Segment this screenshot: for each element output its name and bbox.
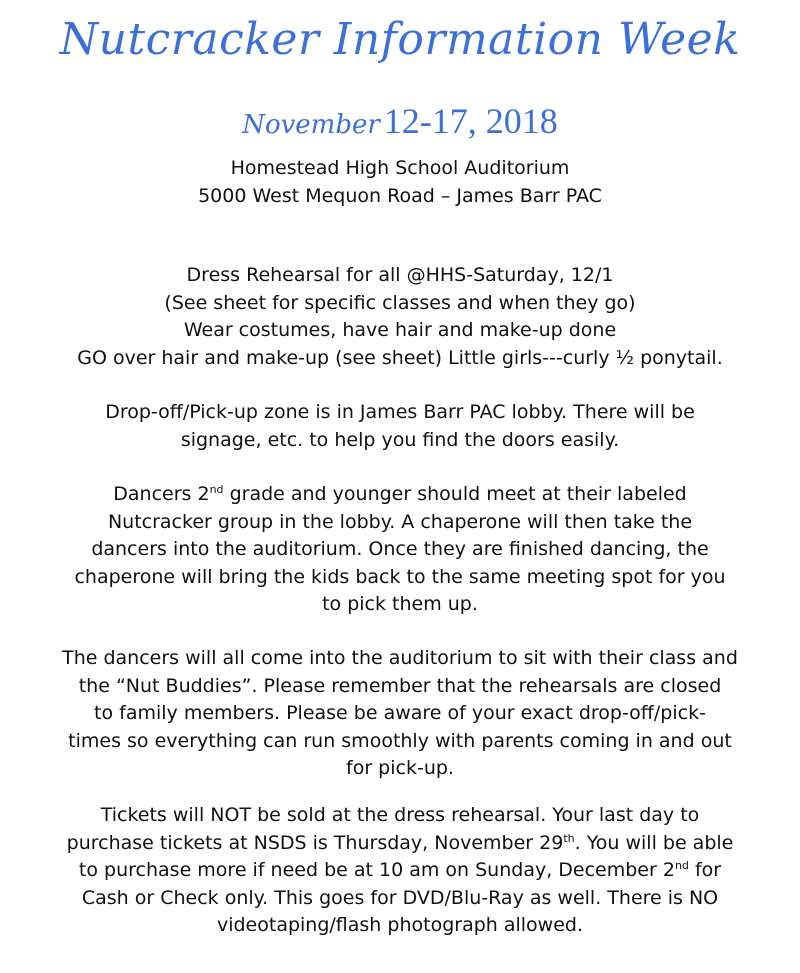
text-segment: . You will be able (574, 831, 734, 854)
text-line: Wear costumes, have hair and make-up done (183, 319, 617, 341)
text-line: dancers into the auditorium. Once they are finished dancing, the (91, 538, 709, 560)
ordinal-suffix: th (563, 831, 575, 845)
text-line: to pick them up. (322, 593, 478, 615)
text-line: to family members. Please be aware of your exact drop-off/pick- (94, 702, 706, 724)
text-segment: Dancers 2 (113, 483, 210, 505)
text-line: GO over hair and make-up (see sheet) Little girls---curly ½ ponytail. (77, 346, 723, 369)
venue-address: 5000 West Mequon Road – James Barr PAC (198, 185, 602, 207)
text-line: (See sheet for specific classes and when they go) (164, 291, 636, 314)
event-month: November (242, 110, 380, 140)
text-line: The dancers will all come into the auditorium to sit with their class and (62, 647, 738, 669)
event-days: 12-17, 2018 (383, 101, 558, 141)
younger-dancers-paragraph (0, 481, 800, 619)
text-line: Nutcracker group in the lobby. A chaperone will then take the (107, 510, 693, 533)
text-line: Tickets will NOT be sold at the dress rehearsal. Your last day to (100, 804, 700, 826)
text-segment: to purchase more if need be at 10 am on Sunday, December 2 (78, 859, 675, 881)
text-line (0, 481, 800, 509)
tickets-paragraph (0, 802, 800, 940)
text-line: times so everything can run smoothly with parents coming in and out (68, 729, 732, 752)
text-line: Cash or Check only. This goes for DVD/Blu-Ray as well. There is NO (81, 886, 719, 909)
ordinal-suffix: nd (209, 483, 224, 496)
text-line: Drop-off/Pick-up zone is in James Barr PAC lobby. There will be (105, 401, 695, 423)
text-segment: purchase tickets at NSDS is Thursday, November 29 (66, 831, 564, 854)
text-line: the “Nut Buddies”. Please remember that the rehearsals are closed (78, 674, 722, 697)
dropoff-paragraph (0, 399, 800, 454)
ordinal-suffix: nd (674, 859, 689, 872)
text-line: videotaping/flash photograph allowed. (216, 914, 584, 936)
text-line: for pick-up. (346, 757, 454, 779)
text-line: Dress Rehearsal for all @HHS-Saturday, 12/1 (186, 264, 614, 286)
text-segment: grade and younger should meet at their labeled (223, 483, 687, 505)
text-segment: for (688, 859, 722, 881)
venue-name: Homestead High School Auditorium (230, 157, 570, 179)
text-line: chaperone will bring the kids back to the same meeting spot for you (74, 565, 726, 588)
dress-rehearsal-paragraph (0, 262, 800, 372)
event-dates (0, 100, 800, 142)
text-line (0, 830, 800, 858)
page-title: Nutcracker Information Week (59, 14, 741, 65)
text-line: signage, etc. to help you find the doors easily. (180, 428, 620, 451)
auditorium-paragraph (0, 645, 800, 783)
text-line (0, 857, 800, 885)
